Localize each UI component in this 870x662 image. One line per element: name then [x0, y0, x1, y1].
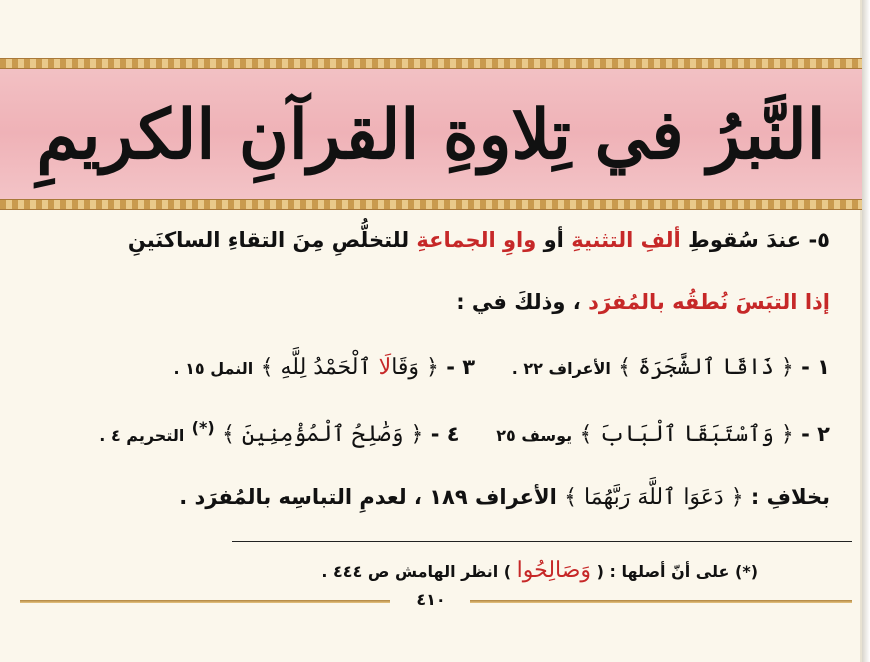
conjunction-text: أو — [543, 228, 564, 252]
rule-reason-text: للتخلُّصِ مِنَ التقاءِ الساكنَينِ — [127, 228, 410, 252]
footnote-marker: (*) — [191, 418, 215, 437]
example-4-reference: التحريم ٤ . — [99, 426, 185, 445]
rule-line-1 — [128, 228, 830, 252]
example-3-reference: النمل ١٥ . — [173, 359, 254, 378]
example-3-number: ٣ - — [446, 355, 476, 379]
bottom-rule-left — [20, 600, 390, 603]
exception-verse-b: ٱللَّهَ رَبَّهُمَا ﴾ — [564, 485, 676, 510]
condition-text: إذا التبَسَ نُطقُه بالمُفرَد — [588, 290, 830, 314]
term-plural-waw: واوِ الجماعةِ — [416, 228, 537, 252]
examples-intro: ، وذلكَ في : — [456, 290, 581, 314]
exception-explanation: الأعراف ١٨٩ ، لعدمِ التباسِه بالمُفرَد . — [179, 485, 557, 509]
example-1-number: ١ - — [801, 355, 830, 379]
banner-border-bottom — [0, 199, 862, 210]
example-3-verse-highlight: لَا — [378, 355, 392, 380]
example-1-reference: الأعراف ٢٢ . — [511, 359, 611, 378]
footnote-text-a: (*) على أنّ أصلها : ( — [596, 562, 758, 581]
exception-verse-a: ﴿ دَعَوَا — [683, 485, 744, 510]
rule-line-2 — [456, 290, 830, 314]
page-number: ٤١٠ — [416, 590, 446, 609]
example-3-verse-c: ٱلْحَمْدُ لِلَّهِ ﴾ — [260, 355, 372, 380]
footnote-text-c: ) انظر الهامش ص ٤٤٤ . — [321, 562, 512, 581]
example-2-verse: ﴿ وَٱسْتَبَقَا ٱلْبَابَ ﴾ — [579, 422, 794, 447]
exception-label: بخلافِ : — [750, 485, 830, 509]
example-3-verse-a: ﴿ وَقَا — [391, 355, 439, 380]
page-title: النَّبرُ في تِلاوةِ القرآنِ الكريمِ — [36, 95, 826, 175]
example-4-number: ٤ - — [430, 422, 460, 446]
examples-row-1 — [174, 355, 831, 380]
example-4-verse: ﴿ وَصَٰلِحُ ٱلْمُؤْمِنِينَ ﴾ — [221, 422, 424, 447]
page-edge-shadow — [862, 0, 870, 662]
rule-number-text: ٥- عندَ سُقوطِ — [688, 228, 830, 252]
exception-line — [179, 485, 830, 510]
footnote-highlight: وَصَالِحُوا — [516, 558, 592, 583]
term-dual-alif: ألفِ التثنيةِ — [571, 228, 681, 252]
banner-border-top — [0, 58, 862, 69]
bottom-rule-right — [470, 600, 852, 603]
footnote — [321, 558, 758, 583]
examples-row-2 — [99, 418, 830, 447]
example-2-reference: يوسف ٢٥ — [496, 426, 573, 445]
example-1-verse: ﴿ ذَاقَا ٱلشَّجَرَةَ ﴾ — [618, 355, 794, 380]
example-2-number: ٢ - — [801, 422, 830, 446]
footnote-separator — [232, 541, 852, 542]
